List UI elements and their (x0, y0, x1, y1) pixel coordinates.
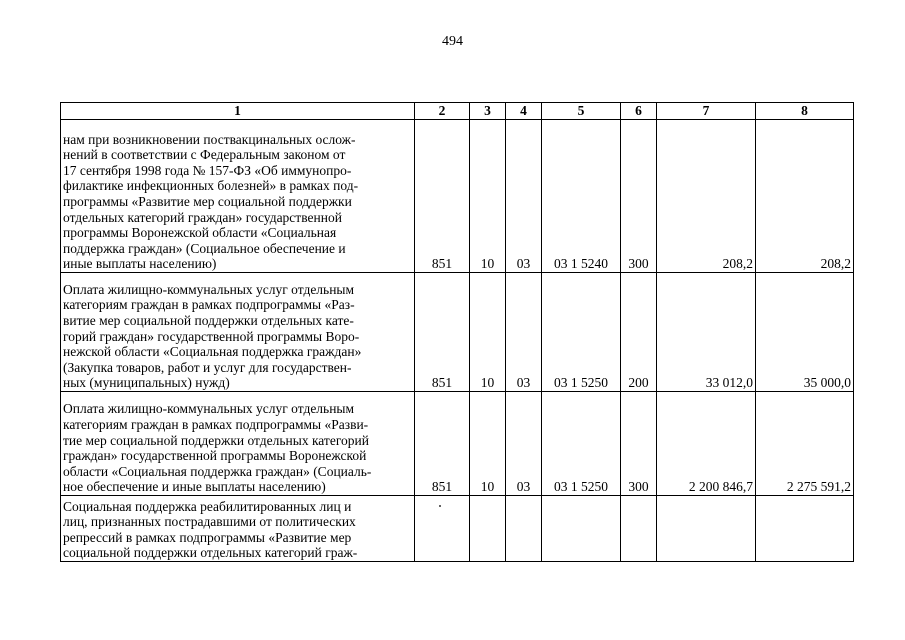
description-line: социальной поддержки отдельных категорий граж- (63, 545, 358, 561)
cell-target-item: 03 1 5250 (542, 392, 621, 496)
cell-subsection: 03 (506, 273, 542, 392)
table-row (61, 273, 854, 392)
cell-subsection (506, 496, 542, 562)
row-description (61, 120, 415, 273)
cell-expense-type: 200 (621, 273, 657, 392)
description-line: иные выплаты населению) (63, 256, 217, 272)
col-header-4: 4 (506, 103, 542, 120)
description-line: нежской области «Социальная поддержка граждан» (63, 344, 362, 360)
cell-section: 10 (470, 120, 506, 273)
col-header-3: 3 (470, 103, 506, 120)
description-line: категориям граждан в рамках подпрограммы «Раз- (63, 297, 355, 313)
description-line: категориям граждан в рамках подпрограммы «Разви- (63, 417, 369, 433)
description-line: нений в соответствии с Федеральным законом от (63, 147, 346, 163)
description-line: лиц, признанных пострадавшими от политических (63, 514, 356, 530)
description-line: граждан» государственной программы Воронежской (63, 448, 367, 464)
description-line: поддержка граждан» (Социальное обеспечение и (63, 240, 346, 256)
col-header-6: 6 (621, 103, 657, 120)
cell-amount-1: 33 012,0 (657, 273, 756, 392)
cell-section: 10 (470, 273, 506, 392)
table-row (61, 120, 854, 273)
cell-code: 851 (415, 120, 470, 273)
cell-expense-type (621, 496, 657, 562)
description-line: (Закупка товаров, работ и услуг для государствен- (63, 359, 352, 375)
cell-amount-1: 2 200 846,7 (657, 392, 756, 496)
cell-section: 10 (470, 392, 506, 496)
row-description (61, 392, 415, 496)
row-description (61, 273, 415, 392)
cell-target-item: 03 1 5250 (542, 273, 621, 392)
description-line: программы Воронежской области «Социальная (63, 225, 337, 241)
description-line: Социальная поддержка реабилитированных лиц и (63, 498, 352, 514)
description-line: горий граждан» государственной программы Воро- (63, 328, 360, 344)
cell-subsection: 03 (506, 120, 542, 273)
cell-amount-2: 2 275 591,2 (756, 392, 854, 496)
cell-target-item: 03 1 5240 (542, 120, 621, 273)
row-description (61, 496, 415, 562)
description-line: витие мер социальной поддержки отдельных кате- (63, 313, 354, 329)
table-row (61, 392, 854, 496)
cell-amount-1: 208,2 (657, 120, 756, 273)
cell-expense-type: 300 (621, 392, 657, 496)
description-line: программы «Развитие мер социальной поддержки (63, 194, 352, 210)
description-line: ных (муниципальных) нужд) (63, 375, 230, 391)
cell-subsection: 03 (506, 392, 542, 496)
col-header-8: 8 (756, 103, 854, 120)
description-line: области «Социальная поддержка граждан» (Социаль- (63, 463, 372, 479)
col-header-7: 7 (657, 103, 756, 120)
cell-amount-2: 208,2 (756, 120, 854, 273)
col-header-1: 1 (61, 103, 415, 120)
table-row (61, 496, 854, 562)
description-line: тие мер социальной поддержки отдельных категорий (63, 432, 369, 448)
description-line: нам при возникновении поствакцинальных ослож- (63, 131, 356, 147)
budget-table (60, 102, 854, 562)
cell-code: 851 (415, 392, 470, 496)
cell-code: 851 (415, 273, 470, 392)
description-line: отдельных категорий граждан» государственной (63, 209, 342, 225)
cell-expense-type: 300 (621, 120, 657, 273)
cell-amount-2 (756, 496, 854, 562)
col-header-2: 2 (415, 103, 470, 120)
page-number: 494 (442, 34, 463, 49)
description-line: Оплата жилищно-коммунальных услуг отдельным (63, 401, 355, 417)
cell-code (415, 496, 470, 562)
scan-speck (439, 505, 441, 507)
col-header-5: 5 (542, 103, 621, 120)
header-row (61, 103, 854, 120)
description-line: 17 сентября 1998 года № 157-ФЗ «Об иммунопро- (63, 162, 352, 178)
cell-target-item (542, 496, 621, 562)
description-line: филактике инфекционных болезней» в рамках под- (63, 178, 359, 194)
cell-amount-1 (657, 496, 756, 562)
description-line: репрессий в рамках подпрограммы «Развитие мер (63, 529, 352, 545)
cell-section (470, 496, 506, 562)
description-line: ное обеспечение и иные выплаты населению) (63, 479, 326, 495)
description-line: Оплата жилищно-коммунальных услуг отдельным (63, 281, 355, 297)
cell-amount-2: 35 000,0 (756, 273, 854, 392)
